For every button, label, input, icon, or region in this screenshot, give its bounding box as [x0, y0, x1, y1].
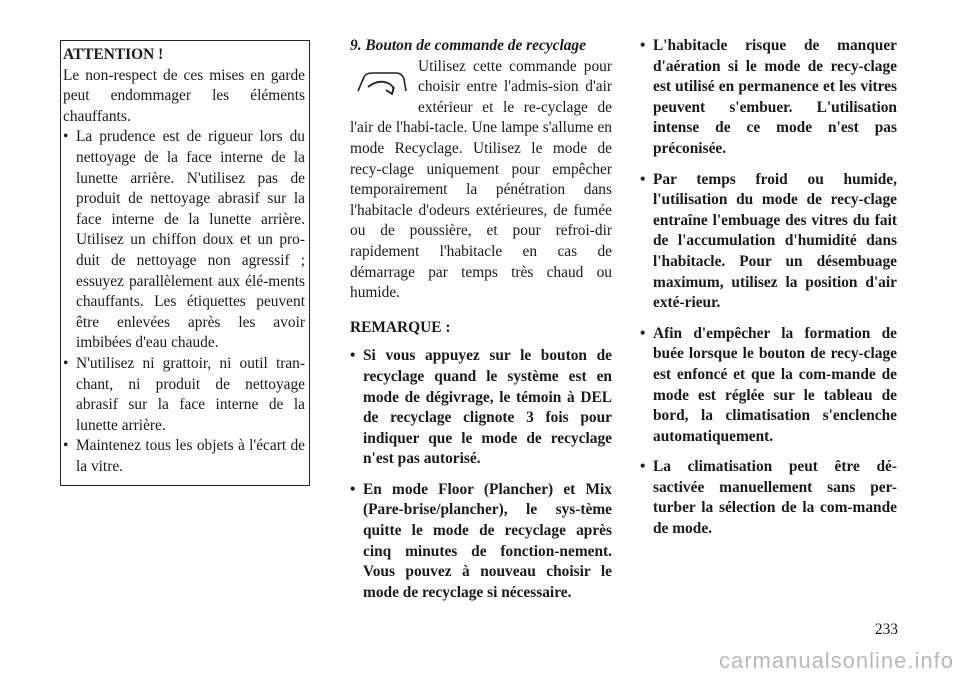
list-item: • Par temps froid ou humide, l'utilisation du mode de recy-clage entraîne l'embuage des vitres du fait de l'accumulation d'humidité dans l'habitacle. Pour un désembuage maximum, utilisez la position d'air exté-rieur. — [640, 170, 897, 314]
left-column — [60, 40, 310, 486]
remarque-list-b — [640, 36, 897, 540]
right-column — [640, 36, 897, 550]
list-item: • La climatisation peut être dé-sactivée manuellement sans per-turber la sélection de la com-mande de mode. — [640, 457, 897, 539]
list-item: • La prudence est de rigueur lors du nettoyage de la face interne de la lunette arrière. N'utilisez pas de produit de nettoyage abrasif sur la face interne de la lunette arrière. Utilisez un chiffon doux et un pro-duit de nettoyage non agressif ; essuyez parallèlement aux élé-ments chauffants. Les étiquettes peuvent être enlevées après les avoir imbibées d'eau chaude. — [63, 127, 305, 354]
list-item: • En mode Floor (Plancher) et Mix (Pare-brise/plancher), le sys-tème quitte le mode de recyclage après cinq minutes de fonction-nement. Vous pouvez à nouveau choisir le mode de recyclage si nécessaire. — [350, 480, 612, 604]
attention-intro: Le non-respect de ces mises en garde peut endommager les éléments chauffants. — [63, 66, 305, 125]
recirculation-icon — [350, 63, 412, 101]
remarque-list-a — [350, 346, 612, 603]
list-item: • Si vous appuyez sur le bouton de recyclage quand le système est en mode de dégivrage, le témoin à DEL de recyclage clignote 3 fois pour indiquer que le mode de recyclage n'est pas autorisé. — [350, 346, 612, 470]
page-number: 233 — [874, 621, 898, 638]
attention-list — [63, 127, 305, 477]
attention-box — [60, 40, 310, 486]
recirc-body: Utilisez cette commande pour choisir entre l'admis-sion d'air extérieur et le re-cyclage de l'air de l'habi-tacle. Une lampe s'allume en mode Recyclage. Utilisez le mode de recy-clage uniquement pour empêcher temporairement la pénétration dans l'habitacle d'odeurs extérieures, de fumée ou de poussière, et pour refroi-dir rapidement l'habitacle en cas de démarrage par temps très chaud ou humide. — [350, 57, 612, 302]
list-item: • Afin d'empêcher la formation de buée lorsque le bouton de recy-clage est enfoncé et que la com-mande de mode est réglée sur le tableau de bord, la climatisation s'enclenche automatiquement. — [640, 324, 897, 448]
list-item: • L'habitacle risque de manquer d'aération si le mode de recy-clage est utilisé en permanence et les vitres peuvent s'embuer. L'utilisation intense de ce mode n'est pas préconisée. — [640, 36, 897, 160]
attention-title: ATTENTION ! — [63, 46, 164, 63]
remarque-title: REMARQUE : — [350, 318, 451, 336]
section-title: 9. Bouton de commande de recyclage — [350, 37, 586, 54]
list-item: • Maintenez tous les objets à l'écart de la vitre. — [63, 436, 305, 477]
middle-column — [350, 36, 612, 613]
list-item: • N'utilisez ni grattoir, ni outil tran-chant, ni produit de nettoyage abrasif sur la face interne de la lunette arrière. — [63, 354, 305, 436]
watermark: carmanualsonline.info — [718, 648, 954, 673]
